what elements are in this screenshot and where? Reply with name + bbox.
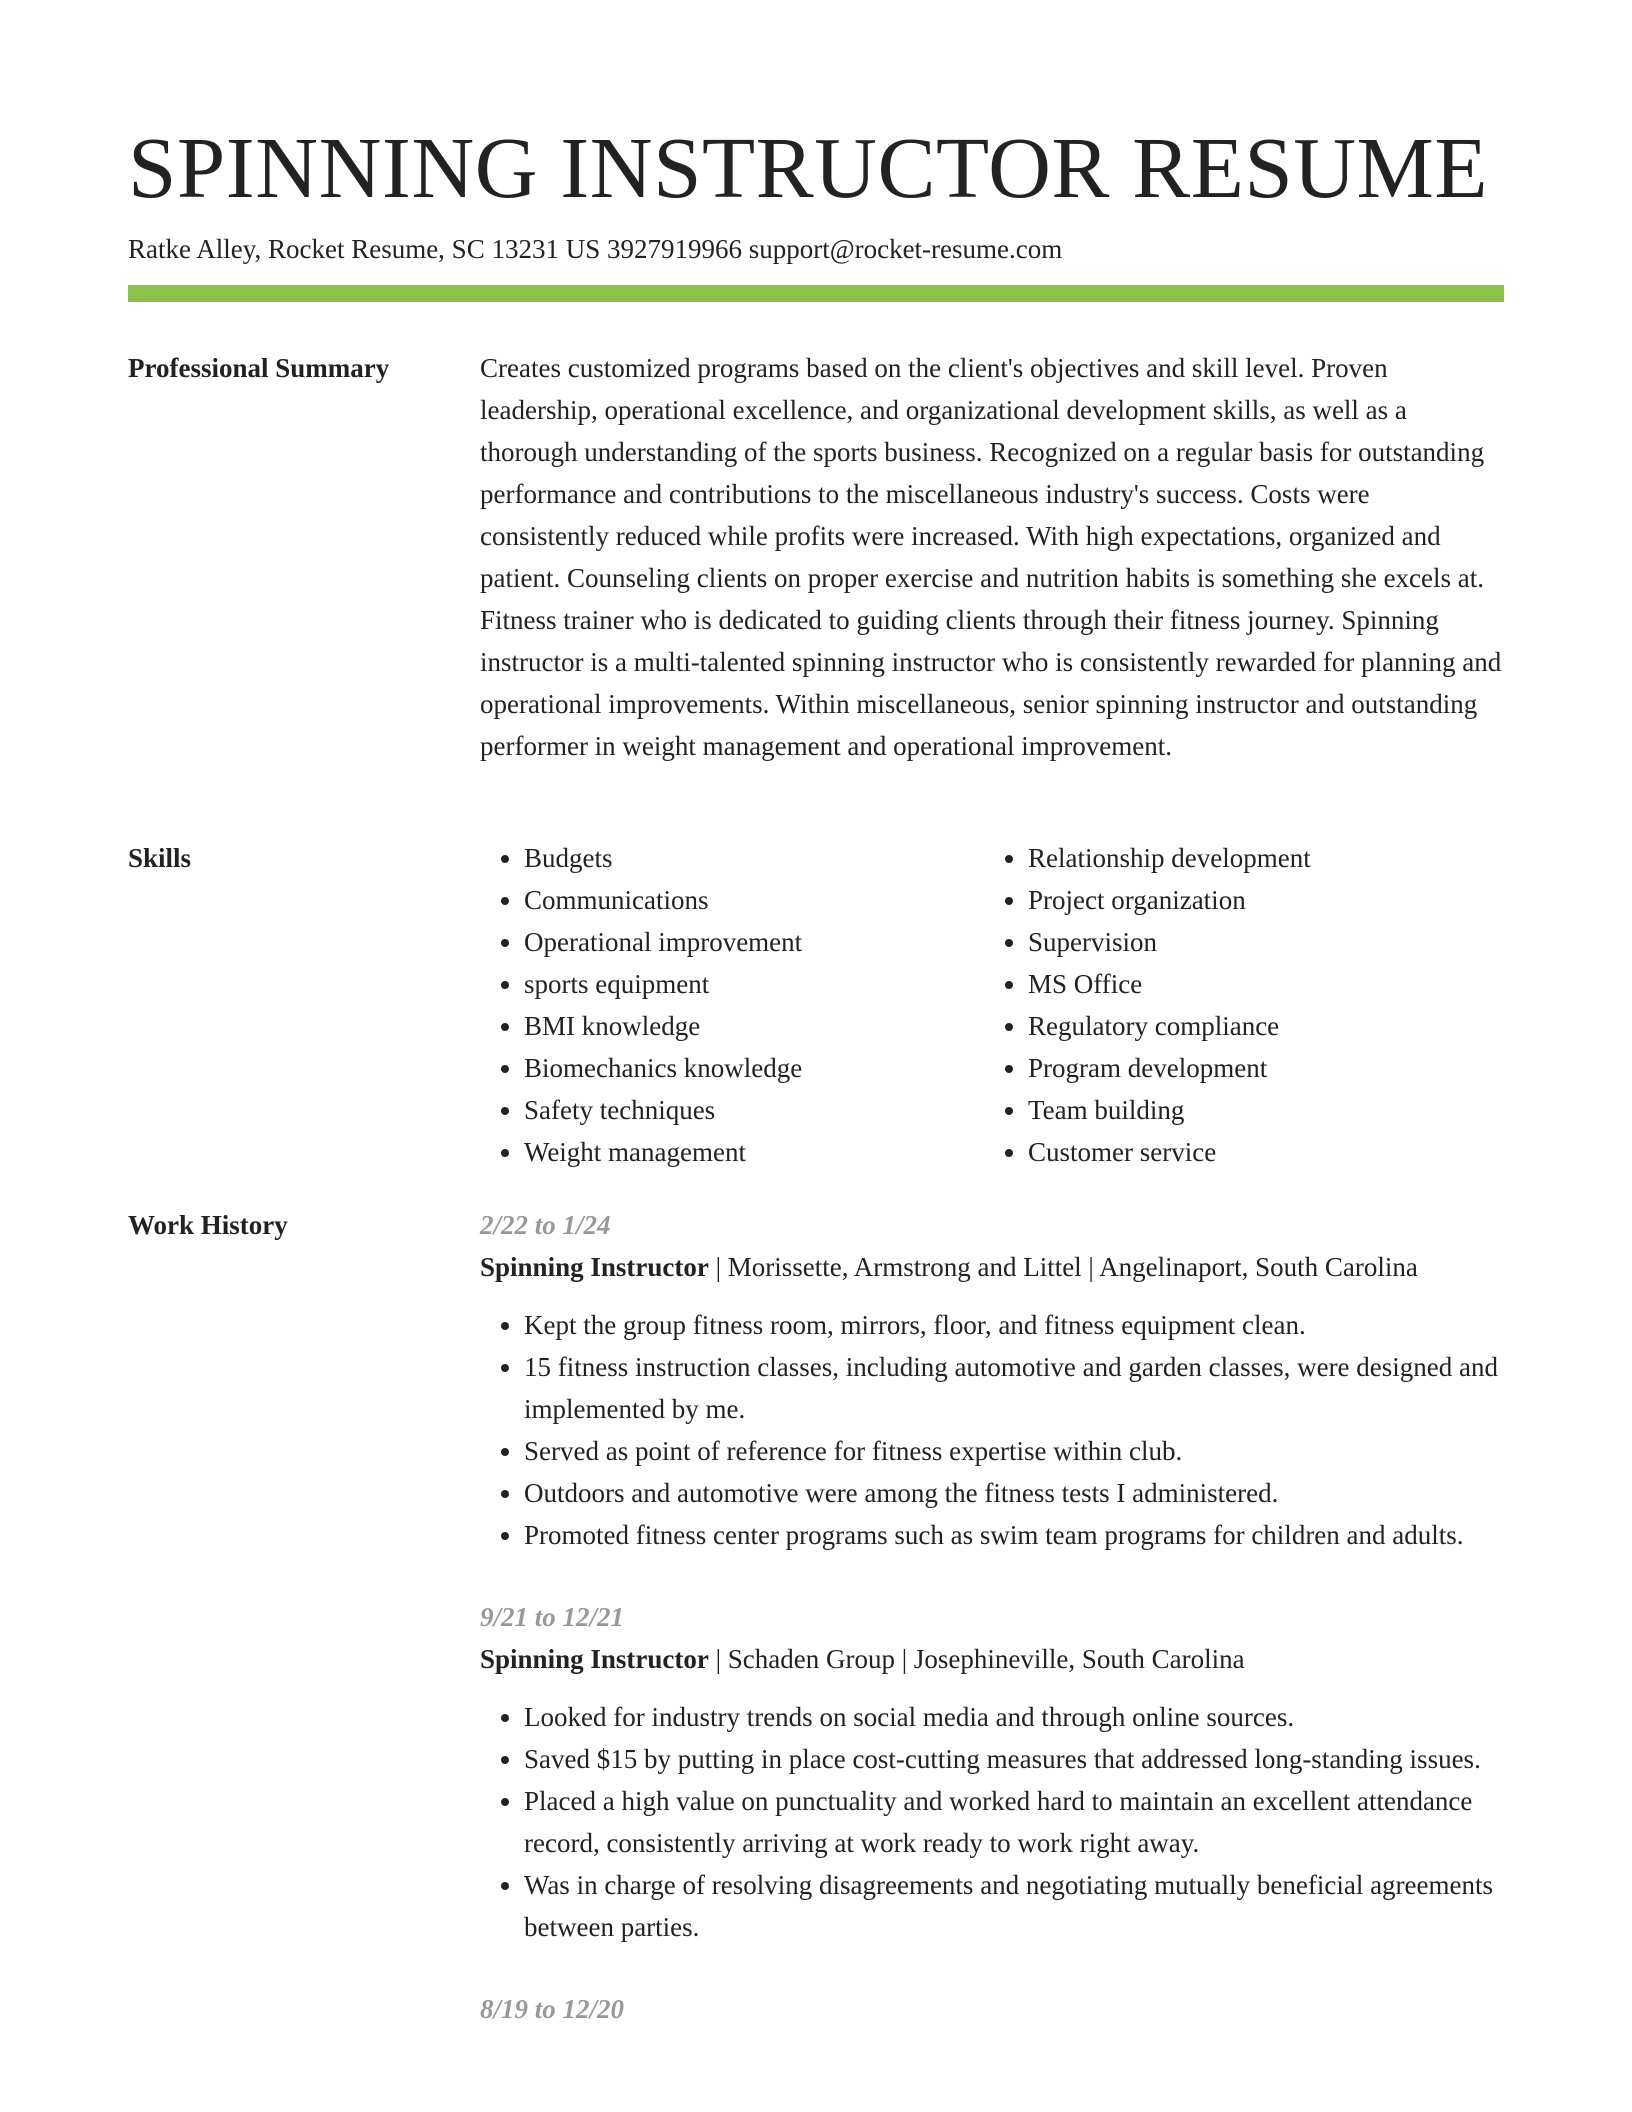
job-bullet: • 15 fitness instruction classes, including automotive and garden classes, were designed and implemented by me.	[524, 1346, 1504, 1430]
resume-title: SPINNING INSTRUCTOR RESUME	[128, 119, 1489, 216]
skill-item: • Operational improvement	[524, 921, 984, 963]
skills-grid	[480, 837, 1504, 1173]
job-title: Spinning Instructor	[480, 1644, 709, 1674]
job-dates: 8/19 to 12/20	[480, 1994, 625, 2024]
contact-line: Ratke Alley, Rocket Resume, SC 13231 US 3927919966 support@rocket-resume.com	[128, 234, 1063, 264]
skills-list-right	[984, 837, 1488, 1173]
skills-list-left	[480, 837, 984, 1173]
job-bullet: • Saved $15 by putting in place cost-cutting measures that addressed long-standing issues.	[524, 1738, 1504, 1780]
job-title: Spinning Instructor	[480, 1252, 709, 1282]
skills-heading: Skills	[128, 843, 192, 873]
job-bullet: • Outdoors and automotive were among the fitness tests I administered.	[524, 1472, 1504, 1514]
skill-item: • Supervision	[1028, 921, 1488, 963]
job-entry	[480, 1988, 1504, 2030]
skill-item: • Safety techniques	[524, 1089, 984, 1131]
skill-item: • sports equipment	[524, 963, 984, 1005]
skill-item: • BMI knowledge	[524, 1005, 984, 1047]
job-dates: 2/22 to 1/24	[480, 1210, 611, 1240]
job-entry	[480, 1596, 1504, 1948]
summary-heading: Professional Summary	[128, 353, 390, 383]
skill-item: • Team building	[1028, 1089, 1488, 1131]
skill-item: • Regulatory compliance	[1028, 1005, 1488, 1047]
skill-item: • Budgets	[524, 837, 984, 879]
skill-item: • Customer service	[1028, 1131, 1488, 1173]
job-bullets	[480, 1304, 1504, 1556]
job-dates: 9/21 to 12/21	[480, 1602, 625, 1632]
skill-item: • Weight management	[524, 1131, 984, 1173]
job-bullet: • Was in charge of resolving disagreements and negotiating mutually beneficial agreements between parties.	[524, 1864, 1504, 1948]
skill-item: • Program development	[1028, 1047, 1488, 1089]
skill-item: • Relationship development	[1028, 837, 1488, 879]
skill-item: • Project organization	[1028, 879, 1488, 921]
skill-item: • Biomechanics knowledge	[524, 1047, 984, 1089]
work-history-heading: Work History	[128, 1210, 288, 1240]
job-bullet: • Served as point of reference for fitness expertise within club.	[524, 1430, 1504, 1472]
skill-item: • MS Office	[1028, 963, 1488, 1005]
job-bullets	[480, 1696, 1504, 1948]
job-bullet: • Placed a high value on punctuality and worked hard to maintain an excellent attendance record, consistently arriving at work ready to work right away.	[524, 1780, 1504, 1864]
job-details: | Schaden Group | Josephineville, South Carolina	[708, 1644, 1245, 1674]
job-bullet: • Looked for industry trends on social media and through online sources.	[524, 1696, 1504, 1738]
accent-divider	[128, 285, 1504, 302]
job-bullet: • Promoted fitness center programs such as swim team programs for children and adults.	[524, 1514, 1504, 1556]
job-details: | Morissette, Armstrong and Littel | Angelinaport, South Carolina	[708, 1252, 1418, 1282]
summary-text: Creates customized programs based on the client's objectives and skill level. Proven leadership, operational excellence, and organizational development skills, as well as a thorough understanding of the sports business. Recognized on a regular basis for outstanding performance and contributions to the miscellaneous industry's success. Costs were consistently reduced while profits were increased. With high expectations, organized and patient. Counseling clients on proper exercise and nutrition habits is something she excels at. Fitness trainer who is dedicated to guiding clients through their fitness journey. Spinning instructor is a multi-talented spinning instructor who is consistently rewarded for planning and operational improvements. Within miscellaneous, senior spinning instructor and outstanding performer in weight management and operational improvement.	[480, 353, 1502, 761]
job-heading	[480, 1246, 1504, 1288]
job-heading	[480, 1638, 1504, 1680]
job-entry	[480, 1204, 1504, 1556]
job-bullet: • Kept the group fitness room, mirrors, floor, and fitness equipment clean.	[524, 1304, 1504, 1346]
skill-item: • Communications	[524, 879, 984, 921]
